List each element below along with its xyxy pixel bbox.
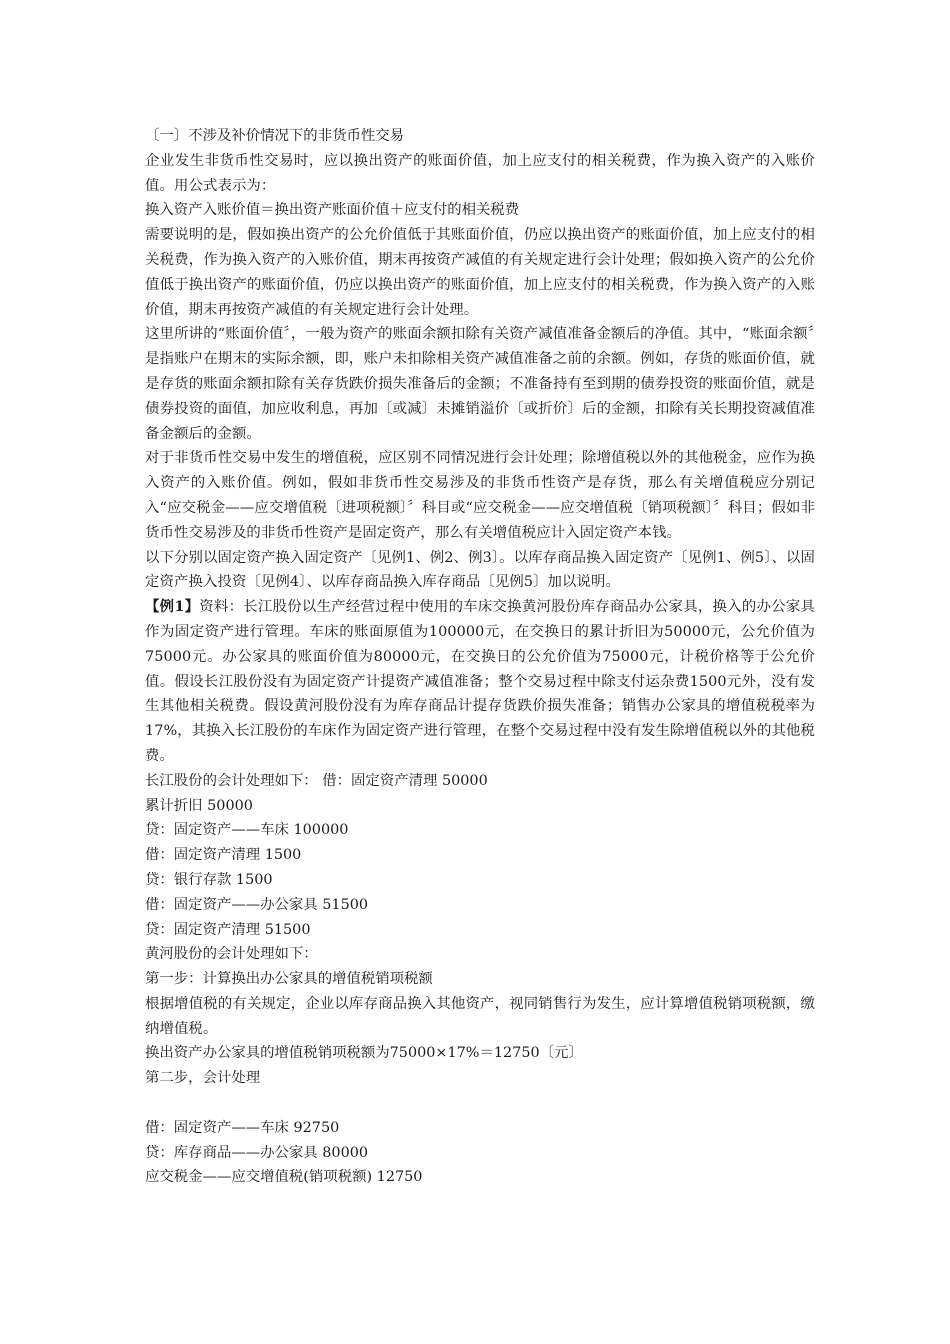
step-two-line: 第二步，会计处理	[145, 1070, 261, 1087]
example-label: 【例1】	[145, 598, 200, 616]
step-one-line: 第一步：计算换出办公家具的增值税销项税额	[145, 971, 433, 988]
blank-line	[145, 1091, 815, 1116]
journal-line: 累计折旧 50000	[145, 797, 253, 814]
vat-rule-paragraph: 根据增值税的有关规定，企业以库存商品换入其他资产，视同销售行为发生，应计算增值税销项税额，缴纳增值税。	[145, 995, 815, 1037]
paragraph-intro: 企业发生非货币性交易时，应以换出资产的账面价值，加上应支付的相关税费，作为换入资产的入账价值。用公式表示为：	[145, 152, 815, 194]
journal-line: 借：固定资产——办公家具 51500	[145, 896, 369, 913]
paragraph-examples-overview: 以下分别以固定资产换入固定资产〔见例1、例2、例3〕。以库存商品换入固定资产〔见例1、例5〕、以固定资产换入投资〔见例4〕、以库存商品换入库存商品〔见例5〕加以说明。	[145, 549, 815, 591]
paragraph-explanation: 需要说明的是，假如换出资产的公允价值低于其账面价值，仍应以换出资产的账面价值，加上应支付的相关税费，作为换入资产的入账价值，期末再按资产减值的有关规定进行会计处理；假如换入资产的公允价值低于换出资产的账面价值，仍应以换出资产的账面价值，加上应支付的相关税费，作为换入资产的入账价值，期末再按资产减值的有关规定进行会计处理。	[145, 227, 815, 318]
section-heading: 〔一〕不涉及补价情况下的非货币性交易	[145, 128, 405, 144]
journal-line: 借：固定资产——车床 92750	[145, 1119, 340, 1136]
journal-line: 长江股份的会计处理如下： 借：固定资产清理 50000	[145, 772, 488, 789]
example-text: 资料：长江股份以生产经营过程中使用的车床交换黄河股份库存商品办公家具，换入的办公家具作为固定资产进行管理。车床的账面原值为100000元，在交换日的累计折旧为50000元，公允价值为75000元。办公家具的账面价值为80000元，在交换日的公允价值为75000元，计税价格等于公允价值。假设长江股份没有为固定资产计提资产减值准备；整个交易过程中除支付运杂费1500元外，没有发生其他相关税费。假设黄河股份没有为库存商品计提存货跌价损失准备；销售办公家具的增值税税率为17%，其换入长江股份的车床作为固定资产进行管理，在整个交易过程中没有发生除增值税以外的其他税费。	[145, 599, 815, 764]
journal-line: 贷：固定资产清理 51500	[145, 921, 311, 938]
document-body	[145, 124, 815, 1190]
paragraph-vat: 对于非货币性交易中发生的增值税，应区别不同情况进行会计处理；除增值税以外的其他税金，应作为换入资产的入账价值。例如，假如非货币性交易涉及的非货币性资产是存货，那么有关增值税应分别记入“应交税金——应交增值税〔进项税额〕〞科目或“应交税金——应交增值税〔销项税额〕〞科目；假如非货币性交易涉及的非货币性资产是固定资产，那么有关增值税应计入固定资产本钱。	[145, 450, 815, 541]
journal-line: 贷：银行存款 1500	[145, 871, 273, 888]
journal-line: 贷：固定资产——车床 100000	[145, 822, 349, 839]
formula-line: 换入资产入账价值＝换出资产账面价值＋应支付的相关税费	[145, 202, 520, 219]
journal-line: 贷：库存商品——办公家具 80000	[145, 1144, 369, 1161]
vat-calculation-line: 换出资产办公家具的增值税销项税额为75000×17%＝12750〔元〕	[145, 1045, 583, 1062]
journal-line: 应交税金——应交增值税(销项税额) 12750	[145, 1169, 423, 1186]
paragraph-book-value: 这里所讲的“账面价值〞，一般为资产的账面余额扣除有关资产减值准备金额后的净值。其中，“账面余额〞是指账户在期末的实际余额，即，账户未扣除相关资产减值准备之前的余额。例如，存货的账面价值，就是存货的账面余额扣除有关存货跌价损失准备后的金额；不准备持有至到期的债券投资的账面价值，就是债券投资的面值，加应收利息，再加〔或减〕未摊销溢价〔或折价〕后的金额，扣除有关长期投资减值准备金额后的金额。	[145, 326, 815, 442]
huanghe-heading: 黄河股份的会计处理如下：	[145, 946, 318, 963]
journal-line: 借：固定资产清理 1500	[145, 847, 302, 864]
example-1-paragraph	[145, 595, 815, 769]
